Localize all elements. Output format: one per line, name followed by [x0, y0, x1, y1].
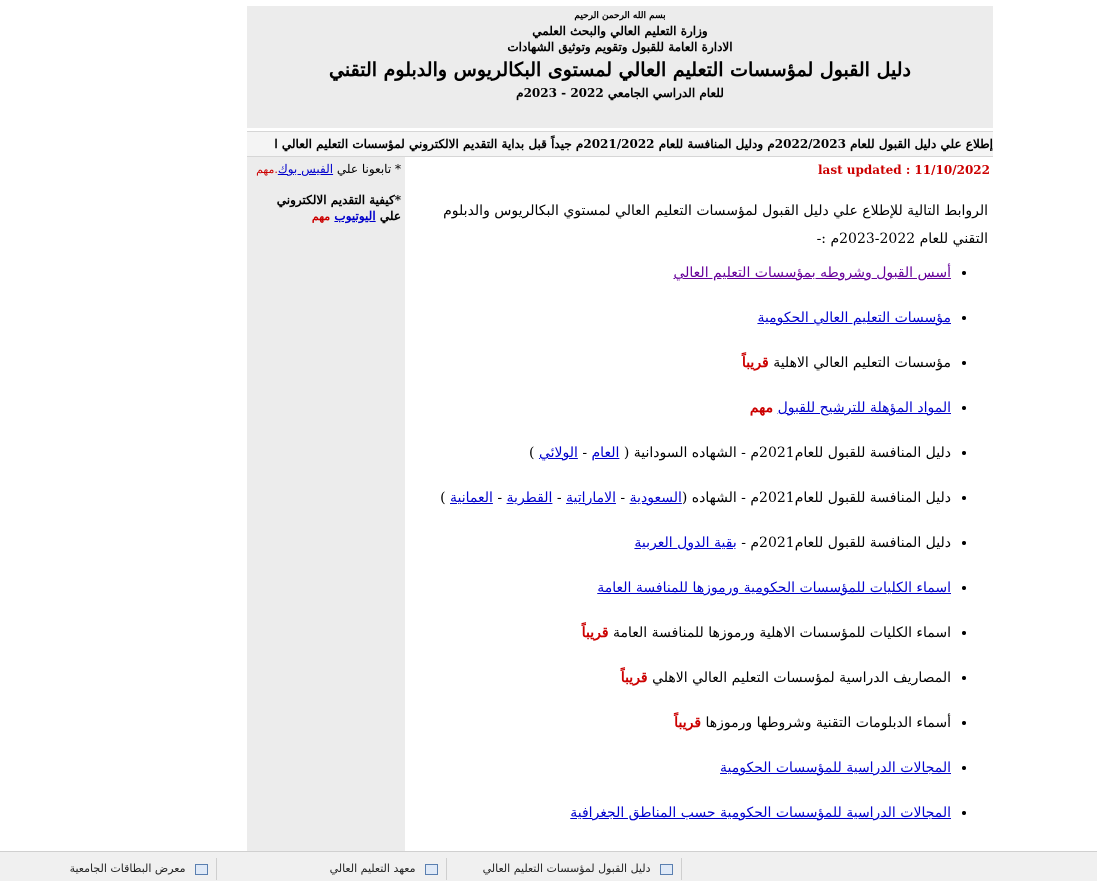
list-item [405, 576, 951, 621]
list-item [405, 441, 951, 486]
list-item [405, 396, 951, 441]
sudanese-cert-text: دليل المنافسة للقبول للعام2021م - الشهاده السودانية ( [623, 445, 951, 461]
page-title: دليل القبول لمؤسسات التعليم العالي لمستوى البكالريوس والدبلوم التقني [329, 59, 911, 81]
link-emirati[interactable]: الاماراتية [566, 490, 616, 506]
list-item [405, 261, 951, 306]
link-gov-college-codes[interactable]: اسماء الكليات للمؤسسات الحكومية ورموزها للمنافسة العامة [597, 580, 951, 596]
basmala: بسم الله الرحمن الرحيم [574, 11, 666, 21]
list-item [405, 351, 951, 396]
list-item [405, 756, 951, 801]
intro-text: الروابط التالية للإطلاع علي دليل القبول لمؤسسات التعليم العالي لمستوي البكالريوس والدبلوم التقني للعام 2022-2023م :- [443, 203, 988, 247]
link-government-institutions[interactable]: مؤسسات التعليم العالي الحكومية [757, 310, 951, 326]
sidebar-follow [247, 157, 405, 178]
apply-on-text: علي [379, 209, 401, 223]
link-qatari[interactable]: القطرية [506, 490, 553, 506]
important-badge: مهم [749, 400, 774, 416]
page-header [247, 6, 993, 128]
link-general[interactable]: العام [591, 445, 620, 461]
download-item-label: معرض البطاقات الجامعية [69, 862, 186, 875]
soon-badge: قريباً [674, 715, 702, 731]
gulf-cert-text: دليل المنافسة للقبول للعام2021م - الشهاده ( [681, 490, 951, 506]
link-qualifying-subjects[interactable]: المواد المؤهلة للترشيح للقبول [777, 400, 951, 416]
link-omani[interactable]: العمانية [450, 490, 493, 506]
list-item [405, 666, 951, 711]
soon-badge: قريباً [620, 670, 648, 686]
list-item [405, 621, 951, 666]
links-list [405, 261, 951, 846]
link-other-arab-countries[interactable]: بقية الدول العربية [634, 535, 737, 551]
private-college-codes-text: اسماء الكليات للمؤسسات الاهلية ورموزها للمنافسة العامة [613, 625, 951, 641]
link-saudi[interactable]: السعودية [629, 490, 682, 506]
sidebar-apply [247, 178, 405, 225]
soon-badge: قريباً [741, 355, 769, 371]
tuition-fees-text: المصاريف الدراسية لمؤسسات التعليم العالي الاهلي [652, 670, 951, 686]
link-admission-basics[interactable]: أسس القبول وشروطه بمؤسسات التعليم العالي [673, 265, 951, 281]
follow-text: * تابعونا علي [336, 162, 401, 176]
other-countries-text: دليل المنافسة للقبول للعام2021م - [741, 535, 951, 551]
closing-paren: ) [440, 490, 446, 506]
apply-text: *كيفية التقديم الالكتروني [276, 193, 401, 207]
download-item[interactable] [230, 858, 447, 880]
download-bar [0, 851, 1097, 881]
important-tag: مهم [311, 210, 331, 223]
news-ticker: إطلاع علي دليل القبول للعام 2022/2023م ودليل المنافسة للعام 2021/2022م جيداً قبل بداية التقديم الالكتروني لمؤسسات التعليم العالي ا [247, 131, 993, 157]
list-item [405, 531, 951, 576]
technical-diplomas-text: أسماء الدبلومات التقنية وشروطها ورموزها [705, 715, 951, 731]
list-item: • دليل المنافسة للقبول للعام2021م - الشهاده (السعودية - الاماراتية - القطرية - العمانية ) [405, 486, 951, 531]
main-content [405, 157, 993, 857]
private-institutions-text: مؤسسات التعليم العالي الاهلية [773, 355, 951, 371]
content-row [247, 157, 993, 857]
link-state[interactable]: الولائي [538, 445, 578, 461]
download-item-label: معهد التعليم العالي [329, 862, 416, 875]
ministry-name: وزارة التعليم العالي والبحث العلمي [532, 24, 708, 38]
important-tag: .مهم [256, 163, 278, 176]
list-item [405, 306, 951, 351]
department-name: الادارة العامة للقبول وتقويم وتوثيق الشهادات [507, 40, 733, 54]
last-updated: last updated : 11/10/2022 [817, 163, 990, 177]
download-item[interactable] [0, 858, 217, 880]
separator: - [577, 445, 588, 461]
list-item [405, 711, 951, 756]
soon-badge: قريباً [581, 625, 609, 641]
academic-year: للعام الدراسي الجامعي 2022 - 2023م [516, 86, 724, 100]
link-gov-study-fields[interactable]: المجالات الدراسية للمؤسسات الحكومية [720, 760, 951, 776]
page-container [247, 6, 993, 857]
file-icon [195, 864, 208, 875]
link-youtube[interactable]: اليوتيوب [334, 209, 376, 223]
closing-paren: ) [529, 445, 535, 461]
download-item[interactable] [455, 858, 682, 880]
link-gov-study-fields-by-region[interactable]: المجالات الدراسية للمؤسسات الحكومية حسب المناطق الجغرافية [570, 805, 951, 821]
download-item-label: دليل القبول لمؤسسات التعليم العالي [482, 862, 651, 875]
list-item [405, 801, 951, 846]
link-facebook[interactable]: الفيس بوك [277, 162, 334, 176]
sidebar [247, 157, 405, 857]
file-icon [660, 864, 673, 875]
file-icon [425, 864, 438, 875]
